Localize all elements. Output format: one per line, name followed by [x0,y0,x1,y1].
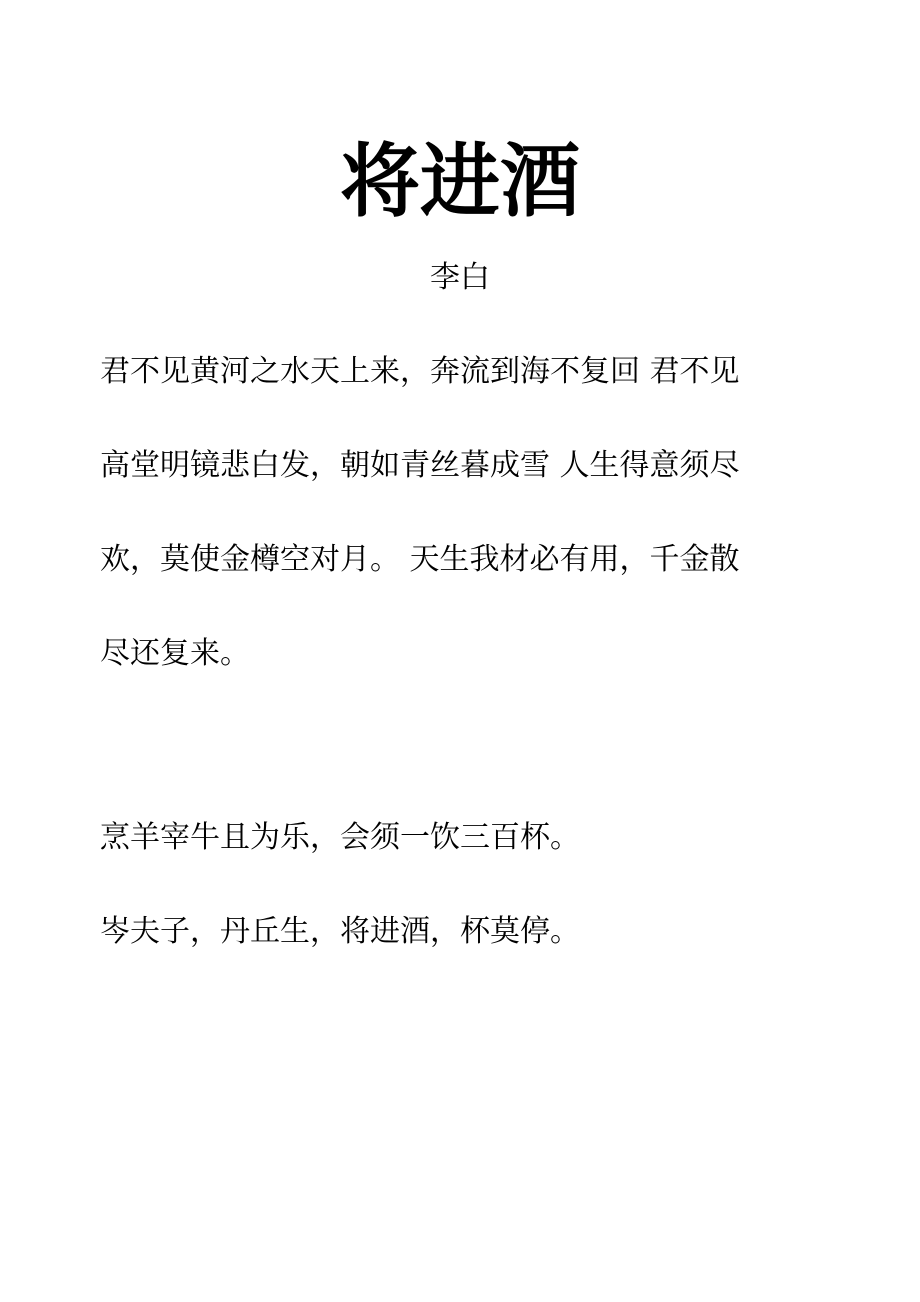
poem-line: 高堂明镜悲白发，朝如青丝暮成雪 人生得意须尽 [100,448,740,483]
poem-line-2: 烹羊宰牛且为乐，会须一饮三百杯。 [100,820,580,855]
poem-author: 李白 [430,260,490,295]
poem-line: 欢，莫使金樽空对月。 天生我材必有用，千金散 [100,542,740,577]
poem-line-3: 岑夫子，丹丘生，将进酒，杯莫停。 [100,914,580,949]
poem-line: 君不见黄河之水天上来，奔流到海不复回 君不见 [100,354,740,389]
poem-line: 尽还复来。 [100,636,250,671]
poem-title: 将进酒 [340,134,580,228]
poem-stanza-1 [100,325,800,701]
